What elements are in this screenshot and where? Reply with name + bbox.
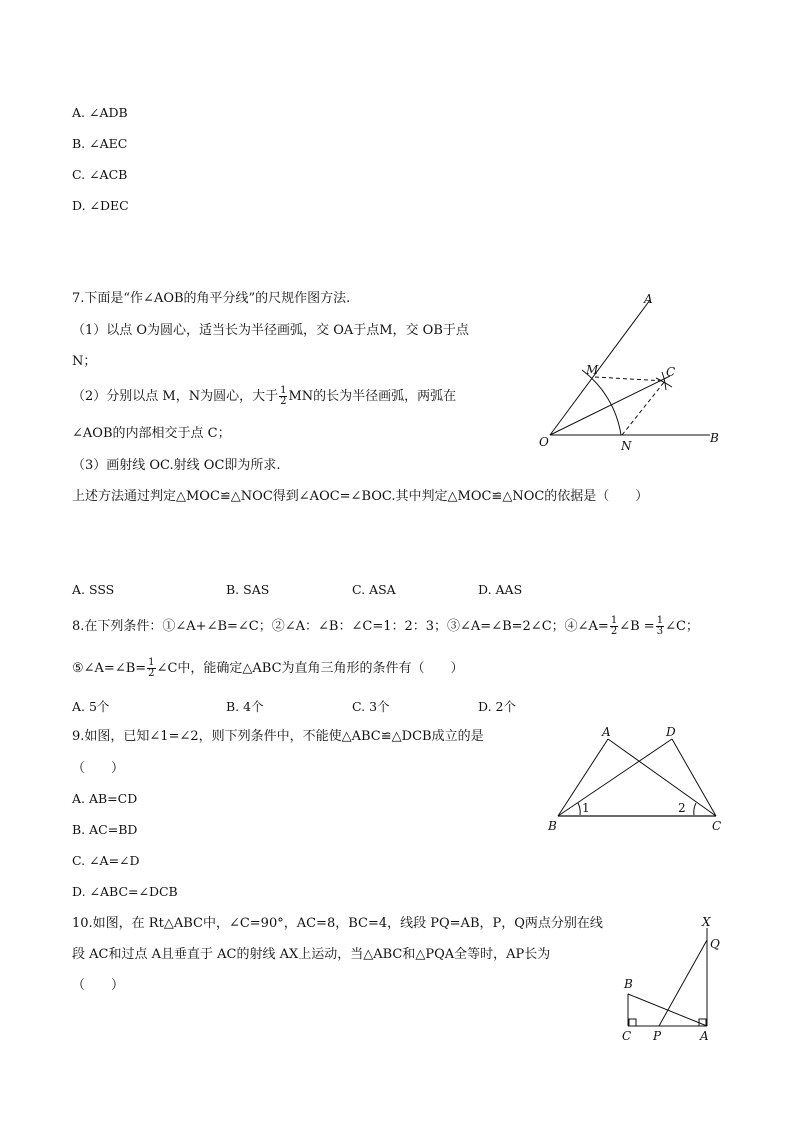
label-b: B xyxy=(624,977,633,991)
label-c: C xyxy=(622,1029,632,1043)
q7-option-c: C. ASA xyxy=(352,582,396,597)
q8-stem-2 xyxy=(72,656,464,682)
q8-option-d: D. 2个 xyxy=(478,699,516,714)
q7-step1-cont: N； xyxy=(72,354,97,369)
q8-fraction-3-den: 2 xyxy=(148,668,155,679)
q7-option-d: D. AAS xyxy=(478,582,523,597)
segment-pq xyxy=(659,940,707,1026)
label-angle-2: 2 xyxy=(678,801,686,815)
q7-question: 上述方法通过判定△MOC≌△NOC得到∠AOC=∠BOC.其中判定△MOC≌△NOC的依据是（ ） xyxy=(72,489,649,504)
label-p: P xyxy=(653,1029,662,1043)
q9-paren: （ ） xyxy=(72,761,125,776)
q8-fraction-1-den: 2 xyxy=(610,626,618,637)
q9-option-a: A. AB=CD xyxy=(72,791,138,806)
q10-paren: （ ） xyxy=(72,978,125,993)
q8-fraction-1 xyxy=(610,616,618,637)
angle-1-arc xyxy=(578,803,580,815)
label-a: A xyxy=(602,725,611,739)
right-angle-c xyxy=(629,1019,636,1026)
q8-fraction-3 xyxy=(147,658,155,679)
q9-option-c: C. ∠A=∠D xyxy=(72,853,140,868)
q8-option-a: A. 5个 xyxy=(72,699,110,714)
q7-option-a: A. SSS xyxy=(72,582,115,597)
q8-fraction-1-num: 1 xyxy=(610,615,618,626)
q6-option-a: A. ∠ADB xyxy=(72,105,128,120)
q7-option-b: B. SAS xyxy=(226,582,270,597)
q7-figure xyxy=(530,288,730,453)
label-o: O xyxy=(539,435,549,449)
ray-oc xyxy=(550,376,670,435)
label-angle-1: 1 xyxy=(582,801,590,815)
q9-figure xyxy=(540,722,730,840)
q7-step1: （1）以点 O为圆心，适当长为半径画弧，交 OA于点M，交 OB于点 xyxy=(72,323,469,338)
q8-stem-1 xyxy=(72,614,699,640)
q7-stem: 7.下面是“作∠AOB的角平分线”的尺规作图方法. xyxy=(72,291,351,306)
q8-text-c: ∠C； xyxy=(665,619,699,634)
label-a: A xyxy=(644,292,653,306)
label-c: C xyxy=(712,819,722,833)
q8-fraction-2-num: 1 xyxy=(656,615,664,626)
q8-text-d: ⑤∠A=∠B= xyxy=(72,661,147,676)
q10-stem-2: 段 AC和过点 A且垂直于 AC的射线 AX上运动，当△ABC和△PQA全等时，AP长为 xyxy=(72,947,551,962)
q7-step3: （3）画射线 OC.射线 OC即为所求. xyxy=(72,458,281,473)
q8-option-b: B. 4个 xyxy=(226,699,264,714)
segment-ca xyxy=(608,739,716,816)
q7-fraction xyxy=(279,386,287,407)
q9-option-d: D. ∠ABC=∠DCB xyxy=(72,884,178,899)
q8-fraction-3-num: 1 xyxy=(148,657,155,668)
q8-text-e: ∠C中，能确定△ABC为直角三角形的条件有（ ） xyxy=(156,661,464,676)
q8-fraction-2 xyxy=(656,616,664,637)
label-m: M xyxy=(586,363,599,377)
q10-figure xyxy=(612,912,732,1052)
label-x: X xyxy=(702,915,711,929)
segment-bd xyxy=(558,739,672,816)
label-n: N xyxy=(621,439,632,453)
q6-option-d: D. ∠DEC xyxy=(72,198,129,213)
dashed-mc xyxy=(595,377,665,381)
q7-fraction-num: 1 xyxy=(280,385,287,396)
angle-2-arc xyxy=(694,803,696,815)
q6-option-b: B. ∠AEC xyxy=(72,136,128,151)
q8-fraction-2-den: 3 xyxy=(656,626,664,637)
label-c: C xyxy=(666,365,676,379)
ray-oa xyxy=(550,300,650,435)
label-b: B xyxy=(710,431,719,445)
q9-stem: 9.如图，已知∠1=∠2，则下列条件中，不能使△ABC≌△DCB成立的是 xyxy=(72,729,484,744)
q6-option-c: C. ∠ACB xyxy=(72,167,128,182)
label-b: B xyxy=(548,819,557,833)
q7-fraction-den: 2 xyxy=(280,396,287,407)
q7-step2-text-a: （2）分别以点 M，N为圆心，大于 xyxy=(72,389,279,404)
q8-text-a: 8.在下列条件：①∠A+∠B=∠C；②∠A：∠B：∠C=1：2：3；③∠A=∠B=2∠C；④∠A= xyxy=(72,619,609,634)
q7-step2-text-b: MN的长为半径画弧，两弧在 xyxy=(288,389,457,404)
label-d: D xyxy=(666,725,676,739)
q8-text-b: ∠B = xyxy=(619,619,655,634)
q9-option-b: B. AC=BD xyxy=(72,822,138,837)
q7-step2-cont: ∠AOB的内部相交于点 C； xyxy=(72,426,231,441)
q8-option-c: C. 3个 xyxy=(352,699,390,714)
label-q: Q xyxy=(710,937,720,951)
q10-stem-1: 10.如图，在 Rt△ABC中，∠C=90°，AC=8，BC=4，线段 PQ=AB，P，Q两点分别在线 xyxy=(72,916,603,931)
q7-step2 xyxy=(72,384,456,410)
label-a: A xyxy=(700,1029,709,1043)
